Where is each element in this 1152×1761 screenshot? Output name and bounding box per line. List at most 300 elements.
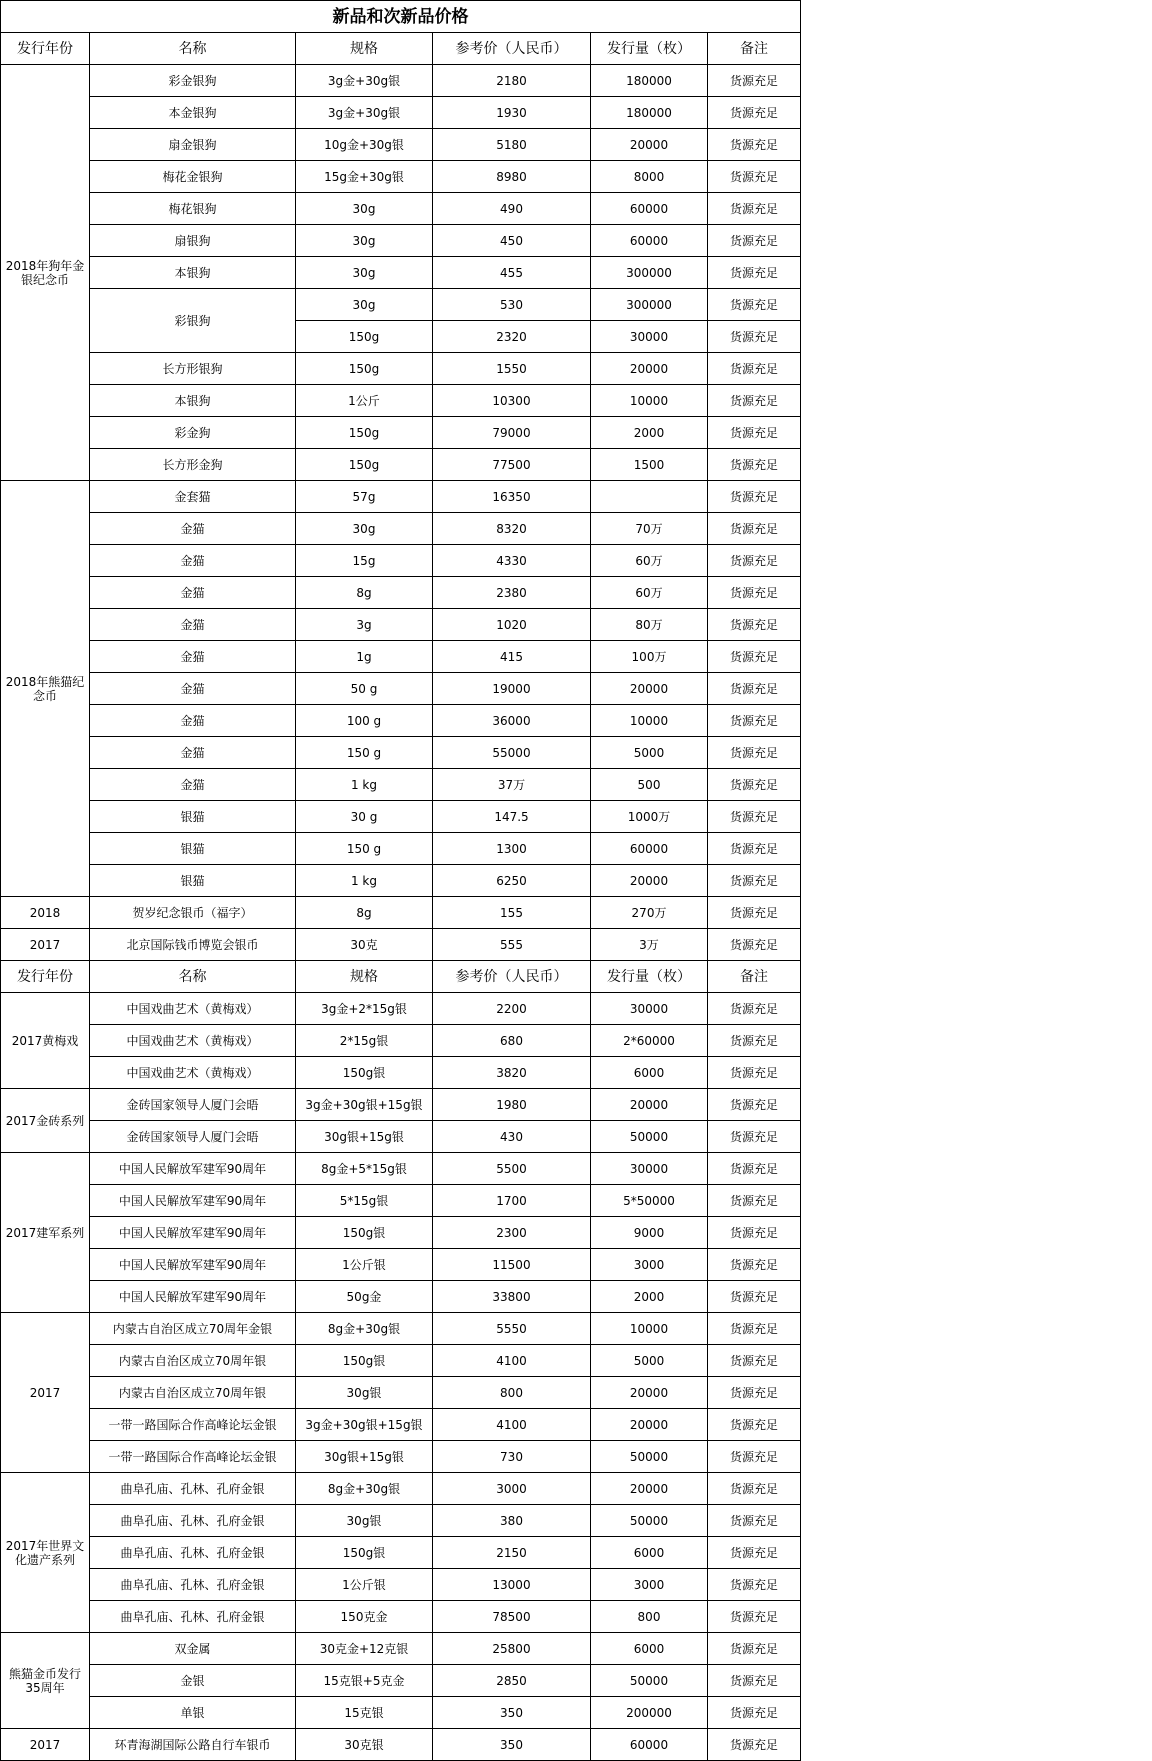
mintage-cell: 3万 — [591, 929, 708, 961]
remark-cell: 货源充足 — [708, 1345, 801, 1377]
spec-cell: 150克金 — [296, 1601, 433, 1633]
remark-cell: 货源充足 — [708, 1569, 801, 1601]
table-row — [1, 1089, 801, 1121]
spec-cell: 3g金+2*15g银 — [296, 993, 433, 1025]
spec-cell: 150g — [296, 353, 433, 385]
price-cell: 1300 — [433, 833, 591, 865]
price-cell: 55000 — [433, 737, 591, 769]
year-cell: 2018 — [1, 897, 90, 929]
price-cell: 450 — [433, 225, 591, 257]
spec-cell: 8g金+30g银 — [296, 1473, 433, 1505]
price-cell: 79000 — [433, 417, 591, 449]
coin-name-cell: 中国人民解放军建军90周年 — [90, 1217, 296, 1249]
mintage-cell: 3000 — [591, 1569, 708, 1601]
header-price: 参考价（人民币） — [433, 961, 591, 993]
header-name: 名称 — [90, 33, 296, 65]
coin-name-cell: 梅花银狗 — [90, 193, 296, 225]
remark-cell: 货源充足 — [708, 385, 801, 417]
table-row — [1, 993, 801, 1025]
table-row — [1, 673, 801, 705]
mintage-cell: 9000 — [591, 1217, 708, 1249]
remark-cell: 货源充足 — [708, 449, 801, 481]
coin-name-cell: 一带一路国际合作高峰论坛金银 — [90, 1409, 296, 1441]
price-cell: 77500 — [433, 449, 591, 481]
coin-name-cell: 一带一路国际合作高峰论坛金银 — [90, 1441, 296, 1473]
spec-cell: 150g银 — [296, 1217, 433, 1249]
remark-cell: 货源充足 — [708, 1281, 801, 1313]
mintage-cell: 60000 — [591, 225, 708, 257]
coin-name-cell: 彩金狗 — [90, 417, 296, 449]
remark-cell: 货源充足 — [708, 161, 801, 193]
price-cell: 16350 — [433, 481, 591, 513]
header-spec: 规格 — [296, 961, 433, 993]
remark-cell: 货源充足 — [708, 993, 801, 1025]
remark-cell: 货源充足 — [708, 577, 801, 609]
price-cell: 25800 — [433, 1633, 591, 1665]
coin-name-cell: 曲阜孔庙、孔林、孔府金银 — [90, 1537, 296, 1569]
price-cell: 10300 — [433, 385, 591, 417]
remark-cell: 货源充足 — [708, 1473, 801, 1505]
table-row — [1, 417, 801, 449]
remark-cell: 货源充足 — [708, 321, 801, 353]
mintage-cell: 60万 — [591, 545, 708, 577]
coin-name-cell: 金砖国家领导人厦门会晤 — [90, 1121, 296, 1153]
price-cell: 37万 — [433, 769, 591, 801]
mintage-cell: 5*50000 — [591, 1185, 708, 1217]
mintage-cell: 10000 — [591, 705, 708, 737]
spec-cell: 57g — [296, 481, 433, 513]
coin-name-cell: 银猫 — [90, 865, 296, 897]
remark-cell: 货源充足 — [708, 1377, 801, 1409]
remark-cell: 货源充足 — [708, 353, 801, 385]
spec-cell: 150 g — [296, 833, 433, 865]
price-cell: 1930 — [433, 97, 591, 129]
spec-cell: 15g — [296, 545, 433, 577]
mintage-cell: 30000 — [591, 1153, 708, 1185]
price-cell: 6250 — [433, 865, 591, 897]
spec-cell: 1g — [296, 641, 433, 673]
coin-name-cell: 扇金银狗 — [90, 129, 296, 161]
table-row — [1, 705, 801, 737]
spec-cell: 5*15g银 — [296, 1185, 433, 1217]
price-cell: 455 — [433, 257, 591, 289]
table-row — [1, 1569, 801, 1601]
table-row — [1, 1729, 801, 1761]
price-cell: 350 — [433, 1729, 591, 1761]
coin-name-cell: 北京国际钱币博览会银币 — [90, 929, 296, 961]
table-row — [1, 1249, 801, 1281]
remark-cell: 货源充足 — [708, 1441, 801, 1473]
remark-cell: 货源充足 — [708, 737, 801, 769]
table-row — [1, 1601, 801, 1633]
year-cell: 2017黄梅戏 — [1, 993, 90, 1089]
header-year: 发行年份 — [1, 961, 90, 993]
price-cell: 4100 — [433, 1345, 591, 1377]
coin-name-cell: 金砖国家领导人厦门会晤 — [90, 1089, 296, 1121]
mintage-cell: 50000 — [591, 1665, 708, 1697]
spec-cell: 15克银 — [296, 1697, 433, 1729]
mintage-cell: 200000 — [591, 1697, 708, 1729]
table-row — [1, 1633, 801, 1665]
price-cell: 2300 — [433, 1217, 591, 1249]
price-cell: 730 — [433, 1441, 591, 1473]
year-cell: 2017金砖系列 — [1, 1089, 90, 1153]
table-row — [1, 1025, 801, 1057]
price-cell: 36000 — [433, 705, 591, 737]
mintage-cell: 5000 — [591, 737, 708, 769]
table-row — [1, 1281, 801, 1313]
remark-cell: 货源充足 — [708, 1121, 801, 1153]
table-row — [1, 1505, 801, 1537]
mintage-cell: 50000 — [591, 1441, 708, 1473]
coin-name-cell: 本金银狗 — [90, 97, 296, 129]
mintage-cell: 20000 — [591, 865, 708, 897]
remark-cell: 货源充足 — [708, 1505, 801, 1537]
table-row — [1, 1313, 801, 1345]
remark-cell: 货源充足 — [708, 1089, 801, 1121]
spec-cell: 30g银+15g银 — [296, 1441, 433, 1473]
coin-name-cell: 金猫 — [90, 545, 296, 577]
mintage-cell — [591, 481, 708, 513]
spec-cell: 3g金+30g银+15g银 — [296, 1089, 433, 1121]
header-spec: 规格 — [296, 33, 433, 65]
price-cell: 19000 — [433, 673, 591, 705]
spec-cell: 30g银 — [296, 1505, 433, 1537]
spec-cell: 30g — [296, 289, 433, 321]
remark-cell: 货源充足 — [708, 1217, 801, 1249]
mintage-cell: 2000 — [591, 417, 708, 449]
table-row — [1, 1057, 801, 1089]
remark-cell: 货源充足 — [708, 833, 801, 865]
remark-cell: 货源充足 — [708, 1313, 801, 1345]
spec-cell: 50g金 — [296, 1281, 433, 1313]
header-row — [1, 961, 801, 993]
table-row — [1, 161, 801, 193]
spec-cell: 8g金+5*15g银 — [296, 1153, 433, 1185]
mintage-cell: 50000 — [591, 1505, 708, 1537]
table-row — [1, 1441, 801, 1473]
price-cell: 4100 — [433, 1409, 591, 1441]
coin-name-cell: 环青海湖国际公路自行车银币 — [90, 1729, 296, 1761]
spec-cell: 3g — [296, 609, 433, 641]
header-mintage: 发行量（枚） — [591, 961, 708, 993]
coin-name-cell: 金猫 — [90, 513, 296, 545]
coin-name-cell: 曲阜孔庙、孔林、孔府金银 — [90, 1601, 296, 1633]
coin-name-cell: 金猫 — [90, 769, 296, 801]
price-cell: 2320 — [433, 321, 591, 353]
coin-name-cell: 内蒙古自治区成立70周年银 — [90, 1345, 296, 1377]
table-row — [1, 769, 801, 801]
price-cell: 2850 — [433, 1665, 591, 1697]
remark-cell: 货源充足 — [708, 897, 801, 929]
mintage-cell: 6000 — [591, 1537, 708, 1569]
mintage-cell: 20000 — [591, 673, 708, 705]
spec-cell: 8g金+30g银 — [296, 1313, 433, 1345]
remark-cell: 货源充足 — [708, 609, 801, 641]
spec-cell: 1公斤银 — [296, 1249, 433, 1281]
year-cell: 2017 — [1, 929, 90, 961]
remark-cell: 货源充足 — [708, 129, 801, 161]
spec-cell: 150g — [296, 321, 433, 353]
mintage-cell: 20000 — [591, 1473, 708, 1505]
spec-cell: 30克银 — [296, 1729, 433, 1761]
coin-name-cell: 中国人民解放军建军90周年 — [90, 1153, 296, 1185]
coin-name-cell: 彩金银狗 — [90, 65, 296, 97]
price-cell: 415 — [433, 641, 591, 673]
mintage-cell: 300000 — [591, 257, 708, 289]
spec-cell: 1 kg — [296, 865, 433, 897]
year-cell: 2017年世界文化遗产系列 — [1, 1473, 90, 1633]
spec-cell: 10g金+30g银 — [296, 129, 433, 161]
spec-cell: 3g金+30g银 — [296, 97, 433, 129]
spec-cell: 30g — [296, 193, 433, 225]
year-cell: 熊猫金币发行35周年 — [1, 1633, 90, 1729]
header-remark: 备注 — [708, 33, 801, 65]
price-cell: 680 — [433, 1025, 591, 1057]
coin-name-cell: 内蒙古自治区成立70周年银 — [90, 1377, 296, 1409]
remark-cell: 货源充足 — [708, 1601, 801, 1633]
coin-name-cell: 单银 — [90, 1697, 296, 1729]
spec-cell: 30g银 — [296, 1377, 433, 1409]
remark-cell: 货源充足 — [708, 929, 801, 961]
spec-cell: 2*15g银 — [296, 1025, 433, 1057]
price-cell: 800 — [433, 1377, 591, 1409]
coin-name-cell: 金猫 — [90, 737, 296, 769]
mintage-cell: 60000 — [591, 193, 708, 225]
table-row — [1, 1121, 801, 1153]
spec-cell: 30g — [296, 225, 433, 257]
price-cell: 490 — [433, 193, 591, 225]
coin-name-cell: 扇银狗 — [90, 225, 296, 257]
remark-cell: 货源充足 — [708, 673, 801, 705]
remark-cell: 货源充足 — [708, 641, 801, 673]
price-cell: 11500 — [433, 1249, 591, 1281]
table-row — [1, 929, 801, 961]
year-cell: 2018年熊猫纪念币 — [1, 481, 90, 897]
remark-cell: 货源充足 — [708, 513, 801, 545]
table-row — [1, 801, 801, 833]
price-cell: 8980 — [433, 161, 591, 193]
coin-name-cell: 梅花金银狗 — [90, 161, 296, 193]
table-row — [1, 513, 801, 545]
price-cell: 1700 — [433, 1185, 591, 1217]
table-row — [1, 257, 801, 289]
coin-name-cell: 长方形银狗 — [90, 353, 296, 385]
coin-name-cell: 金猫 — [90, 609, 296, 641]
table-row — [1, 1537, 801, 1569]
table-row — [1, 1185, 801, 1217]
price-cell: 78500 — [433, 1601, 591, 1633]
spec-cell: 30克 — [296, 929, 433, 961]
coin-name-cell: 中国戏曲艺术（黄梅戏） — [90, 1025, 296, 1057]
year-cell: 2018年狗年金银纪念币 — [1, 65, 90, 481]
coin-name-cell: 本银狗 — [90, 385, 296, 417]
spec-cell: 150g — [296, 449, 433, 481]
remark-cell: 货源充足 — [708, 801, 801, 833]
mintage-cell: 20000 — [591, 1409, 708, 1441]
mintage-cell: 3000 — [591, 1249, 708, 1281]
coin-name-cell: 曲阜孔庙、孔林、孔府金银 — [90, 1505, 296, 1537]
price-cell: 155 — [433, 897, 591, 929]
remark-cell: 货源充足 — [708, 705, 801, 737]
price-cell: 1550 — [433, 353, 591, 385]
header-mintage: 发行量（枚） — [591, 33, 708, 65]
coin-name-cell: 银猫 — [90, 801, 296, 833]
mintage-cell: 6000 — [591, 1633, 708, 1665]
spec-cell: 150g — [296, 417, 433, 449]
spec-cell: 8g — [296, 577, 433, 609]
coin-name-cell: 金猫 — [90, 705, 296, 737]
mintage-cell: 2000 — [591, 1281, 708, 1313]
table-row — [1, 737, 801, 769]
mintage-cell: 20000 — [591, 1377, 708, 1409]
coin-name-cell: 中国戏曲艺术（黄梅戏） — [90, 1057, 296, 1089]
table-row — [1, 449, 801, 481]
table-row — [1, 481, 801, 513]
table-row — [1, 97, 801, 129]
price-cell: 1020 — [433, 609, 591, 641]
mintage-cell: 8000 — [591, 161, 708, 193]
spec-cell: 100 g — [296, 705, 433, 737]
coin-name-cell: 曲阜孔庙、孔林、孔府金银 — [90, 1473, 296, 1505]
mintage-cell: 20000 — [591, 129, 708, 161]
remark-cell: 货源充足 — [708, 545, 801, 577]
coin-name-cell: 中国人民解放军建军90周年 — [90, 1249, 296, 1281]
table-row — [1, 1345, 801, 1377]
table-row — [1, 545, 801, 577]
year-cell: 2017建军系列 — [1, 1153, 90, 1313]
mintage-cell: 6000 — [591, 1057, 708, 1089]
table-row — [1, 577, 801, 609]
remark-cell: 货源充足 — [708, 193, 801, 225]
remark-cell: 货源充足 — [708, 65, 801, 97]
price-cell: 3820 — [433, 1057, 591, 1089]
table-row — [1, 385, 801, 417]
spec-cell: 30g银+15g银 — [296, 1121, 433, 1153]
table-row — [1, 353, 801, 385]
coin-name-cell: 金银 — [90, 1665, 296, 1697]
remark-cell: 货源充足 — [708, 417, 801, 449]
price-cell: 5180 — [433, 129, 591, 161]
table-row — [1, 1473, 801, 1505]
mintage-cell: 500 — [591, 769, 708, 801]
coin-name-cell: 彩银狗 — [90, 289, 296, 353]
table-row — [1, 865, 801, 897]
remark-cell: 货源充足 — [708, 289, 801, 321]
table-row — [1, 833, 801, 865]
price-cell: 8320 — [433, 513, 591, 545]
spec-cell: 1 kg — [296, 769, 433, 801]
spec-cell: 50 g — [296, 673, 433, 705]
price-cell: 555 — [433, 929, 591, 961]
spec-cell: 15克银+5克金 — [296, 1665, 433, 1697]
spec-cell: 1公斤 — [296, 385, 433, 417]
header-year: 发行年份 — [1, 33, 90, 65]
mintage-cell: 300000 — [591, 289, 708, 321]
table-row — [1, 65, 801, 97]
coin-name-cell: 长方形金狗 — [90, 449, 296, 481]
price-cell: 2200 — [433, 993, 591, 1025]
price-cell: 13000 — [433, 1569, 591, 1601]
spec-cell: 3g金+30g银 — [296, 65, 433, 97]
remark-cell: 货源充足 — [708, 1665, 801, 1697]
price-cell: 530 — [433, 289, 591, 321]
table-row — [1, 289, 801, 321]
price-cell: 2150 — [433, 1537, 591, 1569]
remark-cell: 货源充足 — [708, 1633, 801, 1665]
year-cell: 2017 — [1, 1729, 90, 1761]
spec-cell: 150g银 — [296, 1057, 433, 1089]
header-row — [1, 33, 801, 65]
price-cell: 3000 — [433, 1473, 591, 1505]
coin-name-cell: 银猫 — [90, 833, 296, 865]
spec-cell: 8g — [296, 897, 433, 929]
mintage-cell: 70万 — [591, 513, 708, 545]
table-row — [1, 641, 801, 673]
page-title: 新品和次新品价格 — [1, 1, 801, 33]
price-cell: 380 — [433, 1505, 591, 1537]
spec-cell: 150g银 — [296, 1537, 433, 1569]
mintage-cell: 20000 — [591, 1089, 708, 1121]
mintage-cell: 30000 — [591, 993, 708, 1025]
spec-cell: 30g — [296, 257, 433, 289]
spec-cell: 150 g — [296, 737, 433, 769]
mintage-cell: 20000 — [591, 353, 708, 385]
remark-cell: 货源充足 — [708, 1025, 801, 1057]
price-cell: 4330 — [433, 545, 591, 577]
table-row — [1, 1217, 801, 1249]
coin-name-cell: 中国戏曲艺术（黄梅戏） — [90, 993, 296, 1025]
table-row — [1, 193, 801, 225]
price-cell: 33800 — [433, 1281, 591, 1313]
header-remark: 备注 — [708, 961, 801, 993]
remark-cell: 货源充足 — [708, 1057, 801, 1089]
coin-name-cell: 中国人民解放军建军90周年 — [90, 1185, 296, 1217]
mintage-cell: 800 — [591, 1601, 708, 1633]
remark-cell: 货源充足 — [708, 97, 801, 129]
table-row — [1, 897, 801, 929]
mintage-cell: 80万 — [591, 609, 708, 641]
title-row — [1, 1, 801, 33]
mintage-cell: 100万 — [591, 641, 708, 673]
table-row — [1, 1377, 801, 1409]
coin-name-cell: 金猫 — [90, 577, 296, 609]
table-row — [1, 1665, 801, 1697]
remark-cell: 货源充足 — [708, 225, 801, 257]
remark-cell: 货源充足 — [708, 865, 801, 897]
price-table-body — [1, 1, 801, 1761]
coin-name-cell: 双金属 — [90, 1633, 296, 1665]
remark-cell: 货源充足 — [708, 1153, 801, 1185]
table-row — [1, 1697, 801, 1729]
coin-name-cell: 金套猫 — [90, 481, 296, 513]
mintage-cell: 1500 — [591, 449, 708, 481]
header-price: 参考价（人民币） — [433, 33, 591, 65]
mintage-cell: 50000 — [591, 1121, 708, 1153]
coin-name-cell: 本银狗 — [90, 257, 296, 289]
remark-cell: 货源充足 — [708, 1697, 801, 1729]
spec-cell: 15g金+30g银 — [296, 161, 433, 193]
coin-name-cell: 曲阜孔庙、孔林、孔府金银 — [90, 1569, 296, 1601]
price-cell: 2380 — [433, 577, 591, 609]
mintage-cell: 2*60000 — [591, 1025, 708, 1057]
mintage-cell: 5000 — [591, 1345, 708, 1377]
price-cell: 2180 — [433, 65, 591, 97]
coin-name-cell: 贺岁纪念银币（福字） — [90, 897, 296, 929]
price-cell: 1980 — [433, 1089, 591, 1121]
spec-cell: 150g银 — [296, 1345, 433, 1377]
spec-cell: 30 g — [296, 801, 433, 833]
